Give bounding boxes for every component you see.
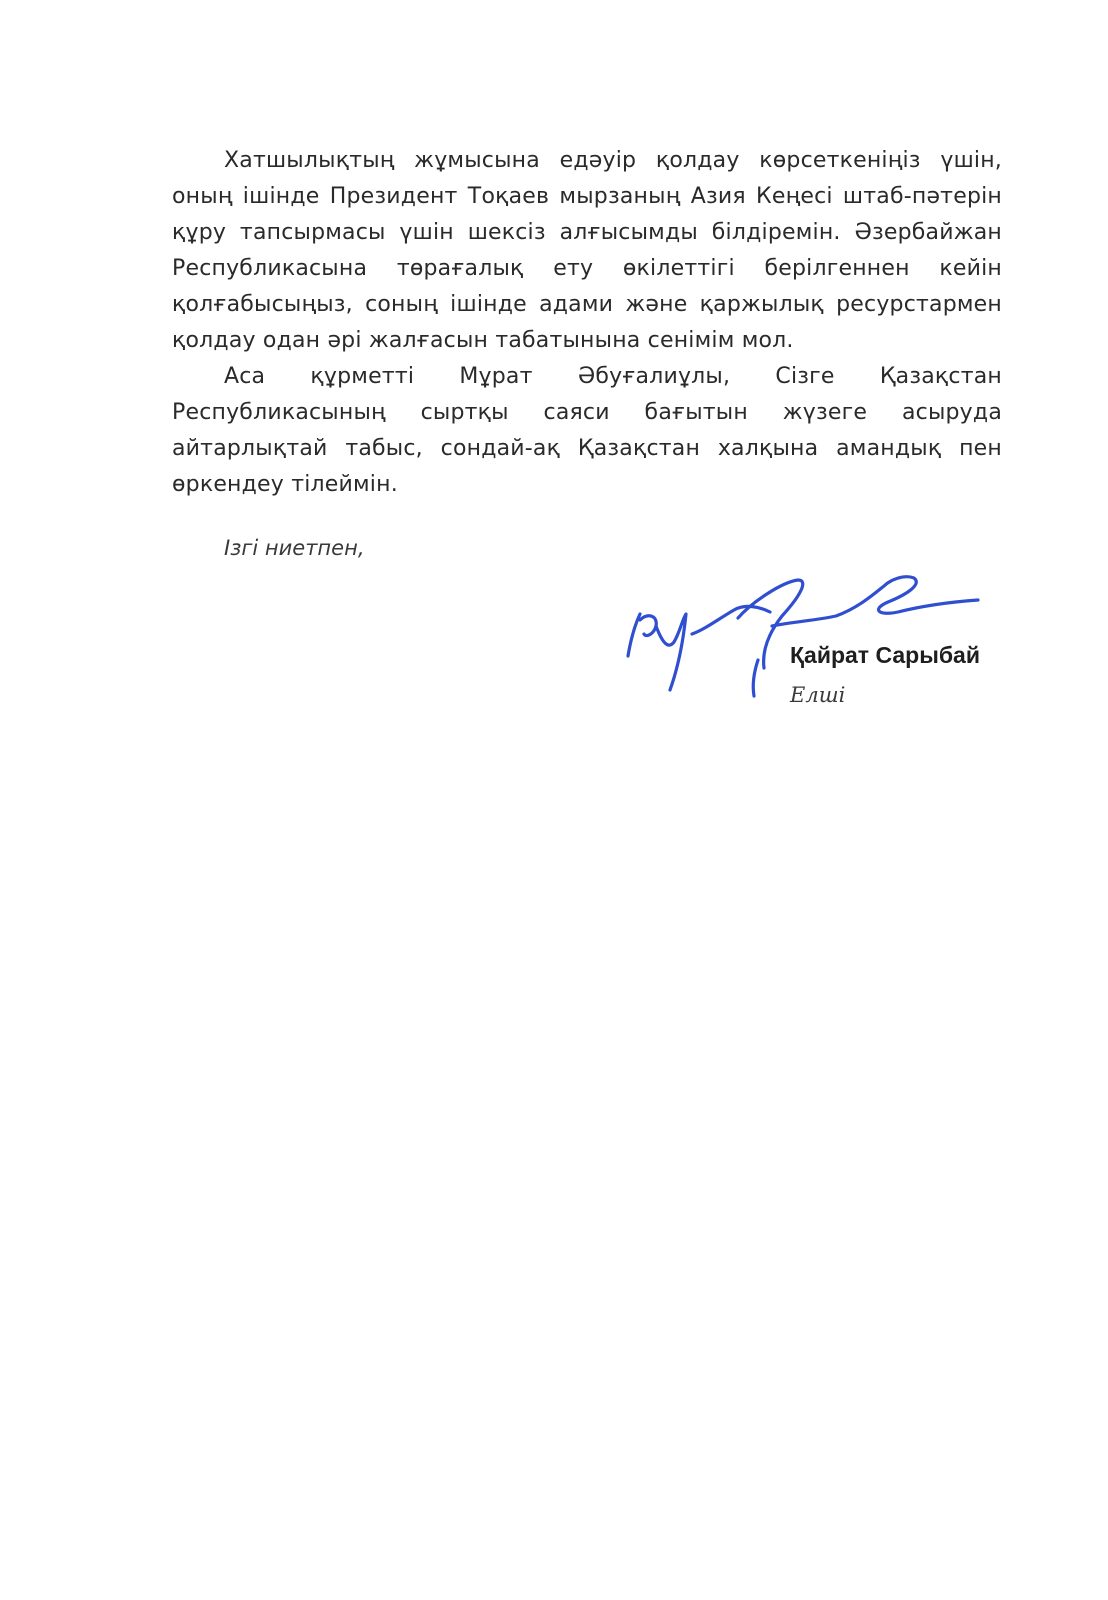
paragraph-gratitude: Хатшылықтың жұмысына едәуір қолдау көрсеткеніңіз үшін, оның ішінде Президент Тоқаев мырзаның Азия Кеңесі штаб-пәтерін құру тапсырмасы үшін шексіз алғысымды білдіремін. Әзербайжан Республикасына төрағалық ету өкілеттігі берілгеннен кейін қолғабысыңыз, соның ішінде адами және қаржылық ресурстармен қолдау одан әрі жалғасын табатынына сенімім мол.	[172, 148, 1002, 353]
paragraph-wishes: Аса құрметті Мұрат Әбуғалиұлы, Сізге Қазақстан Республикасының сыртқы саяси бағытын жүзеге асыруда айтарлықтай табыс, сондай-ақ Қазақстан халқына амандық пен өркендеу тілеймін.	[172, 364, 1002, 497]
letter-body	[172, 143, 1002, 503]
signer-name: Қайрат Сарыбай	[790, 642, 980, 668]
signer-title: Елші	[790, 683, 846, 707]
closing-phrase: Ізгі ниетпен,	[224, 536, 365, 560]
